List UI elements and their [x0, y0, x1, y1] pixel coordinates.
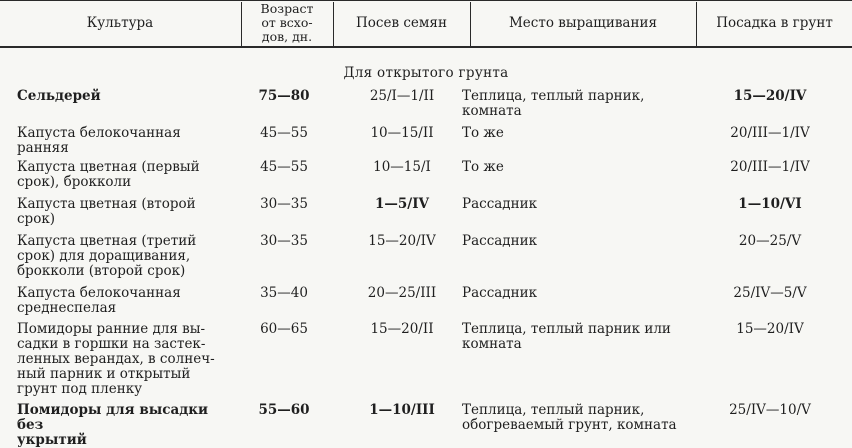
planting-cell: 20/III—1/IV — [730, 125, 810, 141]
sowing-cell: 25/I—1/II — [369, 88, 435, 104]
place-cell: Теплица, теплый парник или комната — [462, 321, 671, 352]
crop-cell: Капуста белокочанная среднеспелая — [17, 285, 181, 316]
planting-cell: 20—25/V — [738, 233, 802, 249]
age-cell: 75—80 — [258, 88, 310, 104]
sowing-cell: 20—25/III — [367, 285, 437, 301]
planting-cell: 15—20/IV — [736, 321, 804, 337]
planting-cell: 25/IV—5/V — [733, 285, 807, 301]
planting-cell: 1—10/VI — [738, 196, 802, 212]
age-cell: 35—40 — [260, 285, 308, 301]
crop-cell: Капуста белокочанная ранняя — [17, 125, 181, 156]
crop-cell: Помидоры ранние для вы- садки в горшки на застек- ленных верандах, в солнеч- ный парник и открытый грунт под пленку — [17, 321, 215, 397]
crop-cell: Капуста цветная (второй срок) — [17, 196, 196, 227]
age-cell: 30—35 — [260, 196, 308, 212]
header-place: Место выращивания — [508, 14, 657, 31]
sowing-cell: 1—10/III — [369, 402, 435, 418]
place-cell: То же — [462, 159, 504, 175]
age-cell: 55—60 — [258, 402, 310, 418]
crop-cell: Сельдерей — [17, 88, 101, 104]
sowing-cell: 1—5/IV — [374, 196, 429, 212]
age-cell: 45—55 — [260, 159, 308, 175]
sowing-cell: 10—15/II — [370, 125, 434, 141]
sowing-cell: 10—15/I — [373, 159, 431, 175]
sowing-cell: 15—20/IV — [368, 233, 436, 249]
planting-cell: 20/III—1/IV — [730, 159, 810, 175]
header-planting: Посадка в грунт — [716, 14, 833, 31]
header-age: Возраст от всхо- дов, дн. — [260, 1, 314, 44]
crop-cell: Помидоры для высадки без укрытий — [17, 402, 208, 448]
planting-cell: 15—20/IV — [733, 88, 807, 104]
header-rule — [0, 46, 852, 48]
crop-cell: Капуста цветная (третий срок) для доращивания, брокколи (второй срок) — [17, 233, 197, 279]
place-cell: Рассадник — [462, 285, 538, 301]
place-cell: То же — [462, 125, 504, 141]
age-cell: 45—55 — [260, 125, 308, 141]
place-cell: Теплица, теплый парник, обогреваемый грунт, комната — [462, 402, 677, 433]
section-title: Для открытого грунта — [343, 65, 509, 81]
place-cell: Рассадник — [462, 196, 538, 212]
sowing-cell: 15—20/II — [370, 321, 434, 337]
header-crop: Культура — [86, 14, 154, 31]
crop-cell: Капуста цветная (первый срок), брокколи — [17, 159, 200, 190]
place-cell: Теплица, теплый парник, комната — [462, 88, 645, 119]
place-cell: Рассадник — [462, 233, 538, 249]
header-sowing: Посев семян — [356, 14, 447, 31]
planting-cell: 25/IV—10/V — [729, 402, 811, 418]
age-cell: 60—65 — [260, 321, 308, 337]
age-cell: 30—35 — [260, 233, 308, 249]
